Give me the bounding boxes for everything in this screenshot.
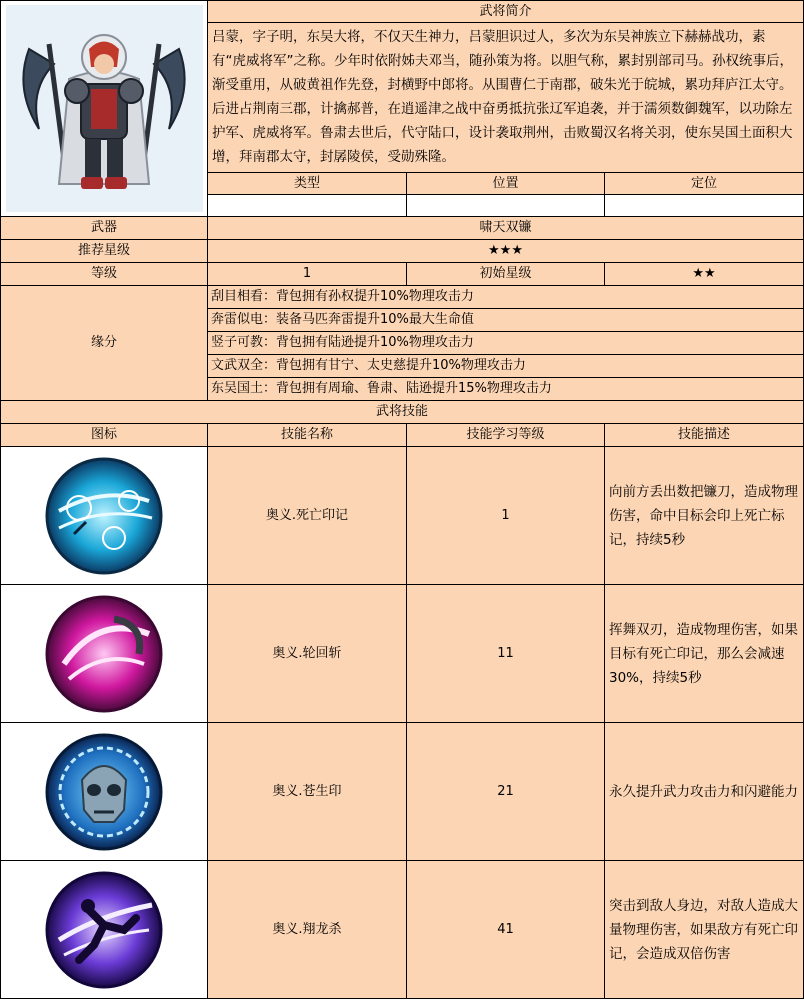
fate-item: 文武双全：背包拥有甘宁、太史慈提升10%物理攻击力 (208, 355, 804, 378)
skills-col-icon: 图标 (1, 424, 208, 447)
skill-row (1, 861, 804, 999)
skill-icon-cell (1, 723, 208, 861)
skills-col-desc: 技能描述 (605, 424, 804, 447)
skill-row (1, 447, 804, 585)
attr-value-type (208, 195, 407, 217)
skill-level: 21 (407, 723, 605, 861)
fate-item: 东吴国土：背包拥有周瑜、鲁肃、陆逊提升15%物理攻击力 (208, 378, 804, 401)
skull-seal-icon (44, 732, 164, 852)
skills-header: 武将技能 (1, 401, 804, 424)
level-value: 1 (208, 263, 407, 286)
attr-header-role: 定位 (605, 173, 804, 195)
skill-level: 41 (407, 861, 605, 999)
skill-desc: 挥舞双刃，造成物理伤害，如果目标有死亡印记，那么会减速30%，持续5秒 (605, 585, 804, 723)
skill-icon-cell (1, 861, 208, 999)
attr-header-position: 位置 (407, 173, 605, 195)
skill-row (1, 585, 804, 723)
death-mark-sickles-icon (44, 456, 164, 576)
fate-item: 奔雷似电：装备马匹奔雷提升10%最大生命值 (208, 309, 804, 332)
skill-icon-cell (1, 585, 208, 723)
dragon-leap-kill-icon (44, 870, 164, 990)
fate-label: 缘分 (1, 286, 208, 401)
intro-header: 武将简介 (208, 1, 804, 23)
fate-item: 刮目相看：背包拥有孙权提升10%物理攻击力 (208, 286, 804, 309)
skill-desc: 永久提升武力攻击力和闪避能力 (605, 723, 804, 861)
skill-row (1, 723, 804, 861)
skill-name: 奥义.死亡印记 (208, 447, 407, 585)
hero-bio: 吕蒙，字子明，东吴大将，不仅天生神力，吕蒙胆识过人，多次为东吴神族立下赫赫战功，素有“虎威将军”之称。少年时依附姊夫邓当，随孙策为将。以胆气称，累封别部司马。孙权统事后，渐受重用，从破黄祖作先登，封横野中郎将。从围曹仁于南郡，破朱光于皖城，累功拜庐江太守。后进占荆南三郡，计擒郝普，在逍遥津之战中奋勇抵抗张辽军追袭，并于濡须数御魏军，以功除左护军、虎威将军。鲁肃去世后，代守陆口，设计袭取荆州，击败蜀汉名将关羽，使东吴国土面积大增，拜南郡太守，封孱陵侯，受勋殊隆。 (208, 23, 804, 173)
attr-value-role (605, 195, 804, 217)
skill-name: 奥义.苍生印 (208, 723, 407, 861)
hero-portrait-image (9, 9, 199, 209)
skill-name: 奥义.轮回斩 (208, 585, 407, 723)
portrait-cell (1, 1, 208, 217)
skills-col-level: 技能学习等级 (407, 424, 605, 447)
initial-stars-label: 初始星级 (407, 263, 605, 286)
fate-item: 竖子可教：背包拥有陆逊提升10%物理攻击力 (208, 332, 804, 355)
initial-stars-value: ★★ (605, 263, 804, 286)
reincarnation-slash-icon (44, 594, 164, 714)
attr-value-position (407, 195, 605, 217)
level-label: 等级 (1, 263, 208, 286)
recommend-stars-value: ★★★ (208, 240, 804, 263)
skill-level: 11 (407, 585, 605, 723)
weapon-value: 啸天双镰 (208, 217, 804, 240)
hero-portrait (6, 5, 203, 212)
skills-col-name: 技能名称 (208, 424, 407, 447)
skill-name: 奥义.翔龙杀 (208, 861, 407, 999)
skill-desc: 突击到敌人身边，对敌人造成大量物理伤害，如果敌方有死亡印记，会造成双倍伤害 (605, 861, 804, 999)
recommend-stars-label: 推荐星级 (1, 240, 208, 263)
skill-level: 1 (407, 447, 605, 585)
weapon-label: 武器 (1, 217, 208, 240)
attr-header-type: 类型 (208, 173, 407, 195)
skill-icon-cell (1, 447, 208, 585)
skill-desc: 向前方丢出数把镰刀，造成物理伤害，命中目标会印上死亡标记，持续5秒 (605, 447, 804, 585)
